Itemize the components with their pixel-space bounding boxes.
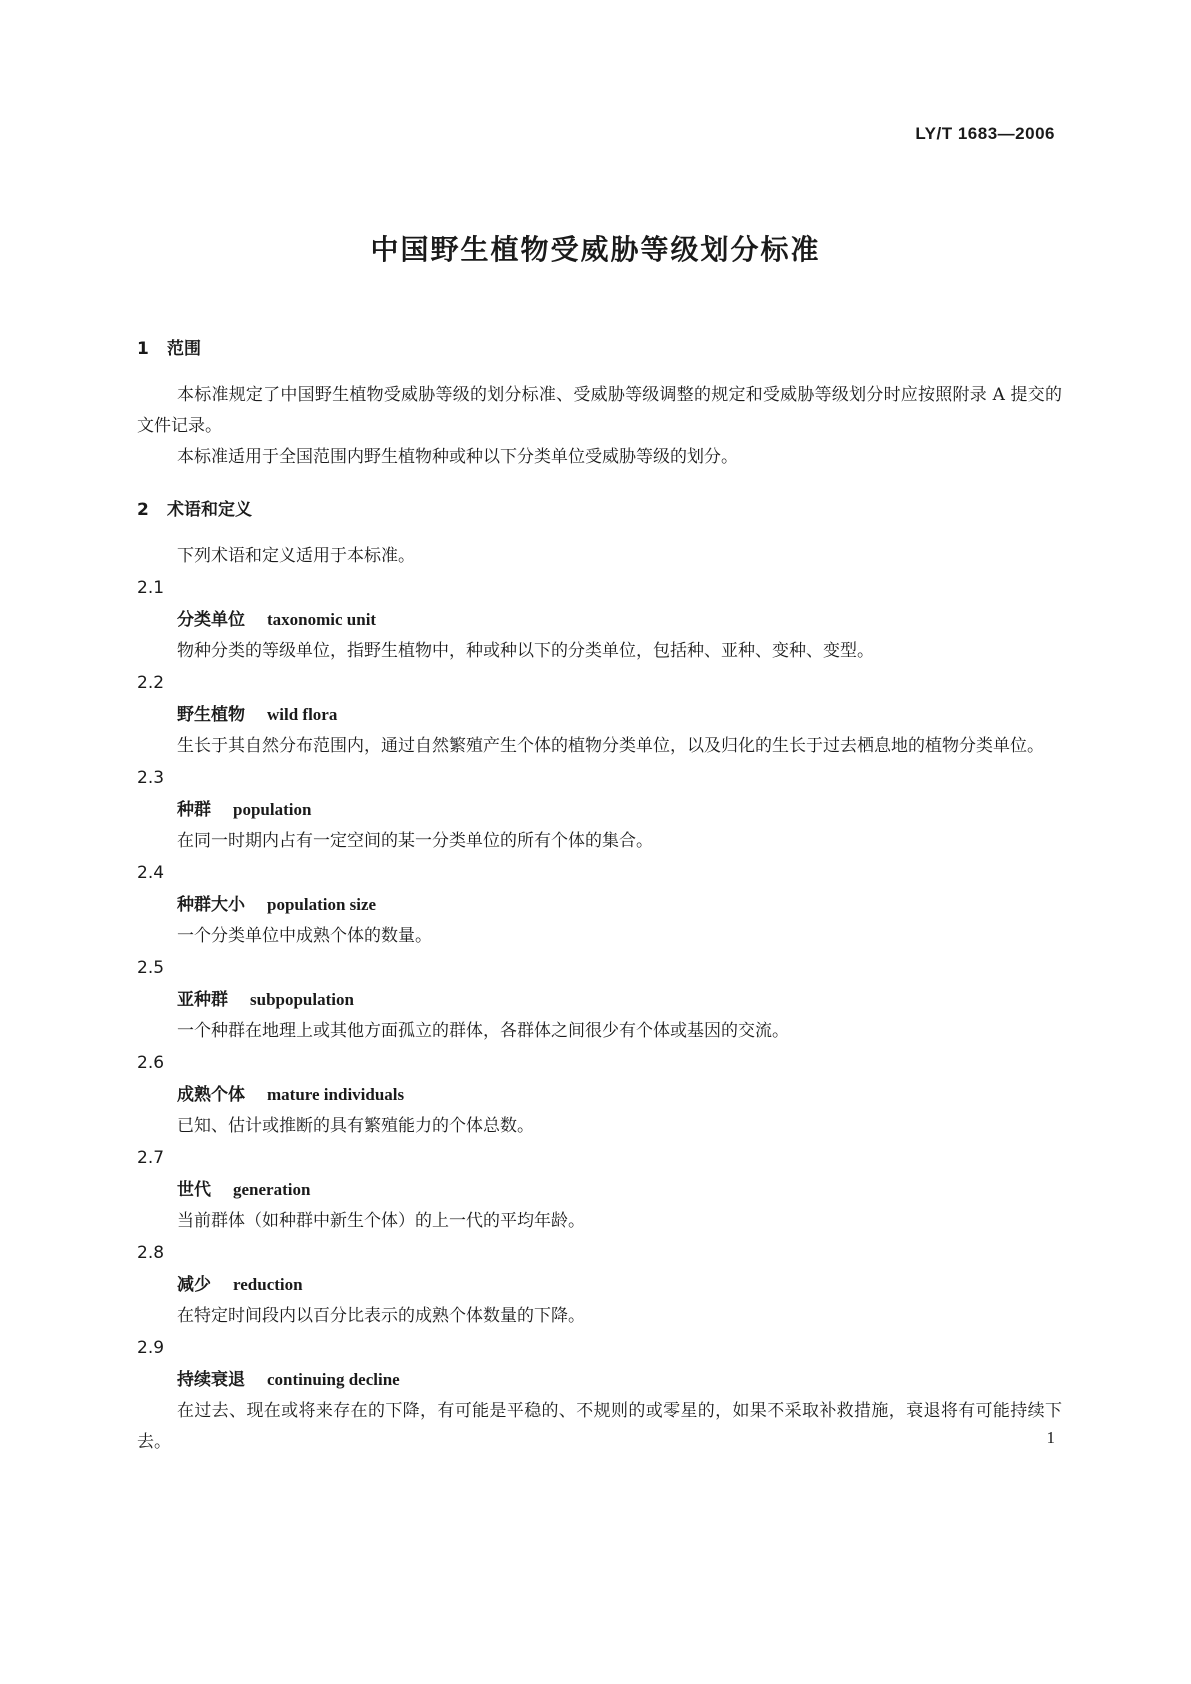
term-name-en: reduction [233, 1275, 303, 1294]
document-title: 中国野生植物受威胁等级划分标准 [370, 233, 821, 266]
term-name-en: population [233, 800, 312, 819]
document-body [137, 332, 1062, 1458]
term-name-en: continuing decline [267, 1370, 400, 1389]
term-definition: 在过去、现在或将来存在的下降，有可能是平稳的、不规则的或零星的，如果不采取补救措施，衰退将有可能持续下去。 [137, 1401, 1062, 1452]
term-number: 2.9 [137, 1338, 165, 1358]
term-definition: 已知、估计或推断的具有繁殖能力的个体总数。 [177, 1116, 534, 1136]
term-name [137, 1079, 1062, 1111]
term-number: 2.1 [137, 578, 165, 598]
term-name [137, 984, 1062, 1016]
term-name-en: mature individuals [267, 1085, 405, 1104]
term-name-en: wild flora [267, 705, 338, 724]
section-number: 1 [137, 339, 149, 359]
term-name [137, 1174, 1062, 1206]
terms-intro: 下列术语和定义适用于本标准。 [177, 546, 415, 566]
term-name-zh: 减少 [177, 1275, 211, 1295]
term-name-zh: 亚种群 [177, 990, 228, 1010]
term-name-zh: 世代 [177, 1180, 211, 1200]
term-name [137, 794, 1062, 826]
term-number: 2.3 [137, 768, 165, 788]
term-name [137, 1364, 1062, 1396]
term-name [137, 1269, 1062, 1301]
section-number: 2 [137, 500, 149, 520]
term-definition: 物种分类的等级单位，指野生植物中，种或种以下的分类单位，包括种、亚种、变种、变型。 [177, 641, 874, 661]
page-number: 1 [1046, 1428, 1055, 1447]
term-entry [137, 762, 1062, 857]
term-definition: 一个种群在地理上或其他方面孤立的群体，各群体之间很少有个体或基因的交流。 [177, 1021, 789, 1041]
term-entry [137, 1047, 1062, 1142]
term-name-zh: 成熟个体 [177, 1085, 245, 1105]
term-name-zh: 种群 [177, 800, 211, 820]
term-entry [137, 857, 1062, 952]
term-name-zh: 种群大小 [177, 895, 245, 915]
term-name-zh: 分类单位 [177, 610, 245, 630]
section-heading-scope [137, 332, 1062, 366]
term-entry [137, 572, 1062, 667]
term-entry [137, 667, 1062, 762]
term-definition: 一个分类单位中成熟个体的数量。 [177, 926, 432, 946]
term-name [137, 604, 1062, 636]
section-title: 术语和定义 [167, 500, 252, 520]
term-name-zh: 野生植物 [177, 705, 245, 725]
term-entry [137, 952, 1062, 1047]
term-definition: 在同一时期内占有一定空间的某一分类单位的所有个体的集合。 [177, 831, 653, 851]
term-definition: 在特定时间段内以百分比表示的成熟个体数量的下降。 [177, 1306, 585, 1326]
term-name-en: subpopulation [250, 990, 354, 1009]
term-definition: 生长于其自然分布范围内，通过自然繁殖产生个体的植物分类单位，以及归化的生长于过去栖息地的植物分类单位。 [177, 736, 1044, 756]
term-number: 2.5 [137, 958, 165, 978]
term-definition: 当前群体（如种群中新生个体）的上一代的平均年龄。 [177, 1211, 585, 1231]
term-entry [137, 1142, 1062, 1237]
term-number: 2.4 [137, 863, 165, 883]
term-entry [137, 1237, 1062, 1332]
section-title: 范围 [167, 339, 201, 359]
scope-paragraph: 本标准规定了中国野生植物受威胁等级的划分标准、受威胁等级调整的规定和受威胁等级划分时应按照附录 A 提交的文件记录。 [137, 385, 1062, 436]
term-name-en: taxonomic unit [267, 610, 377, 629]
term-name [137, 699, 1062, 731]
term-name-en: generation [233, 1180, 311, 1199]
term-number: 2.7 [137, 1148, 165, 1168]
term-number: 2.2 [137, 673, 165, 693]
section-heading-terms [137, 493, 1062, 527]
term-name [137, 889, 1062, 921]
term-number: 2.6 [137, 1053, 165, 1073]
term-name-zh: 持续衰退 [177, 1370, 245, 1390]
term-number: 2.8 [137, 1243, 165, 1263]
term-entry [137, 1332, 1062, 1458]
term-name-en: population size [267, 895, 377, 914]
standard-code: LY/T 1683—2006 [915, 124, 1055, 143]
scope-paragraph: 本标准适用于全国范围内野生植物种或种以下分类单位受威胁等级的划分。 [177, 447, 738, 467]
